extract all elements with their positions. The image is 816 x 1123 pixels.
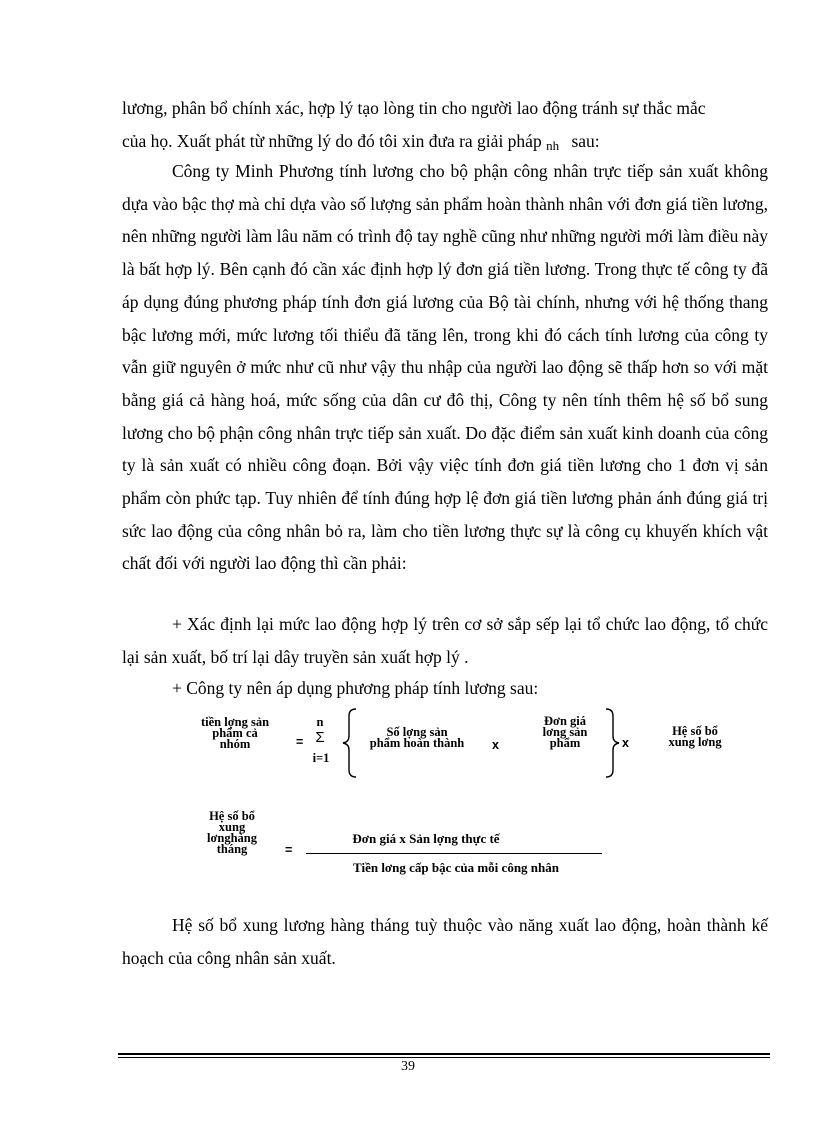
- bullet-item-apply-method: + Công ty nên áp dụng phương pháp tính lương sau:: [172, 678, 539, 698]
- paragraph-continuation-line1: lương, phân bổ chính xác, hợp lý tạo lòng tin cho người lao động tránh sự thắc mắc: [122, 98, 706, 118]
- footer-rule-thick: [118, 1053, 770, 1055]
- footer-rule-thin: [118, 1057, 770, 1058]
- formula1-times-2: x: [622, 736, 629, 750]
- inline-subscript-text: nh: [546, 138, 560, 153]
- formula1-term-quantity: Số lợng sản phẩm hoàn thành: [369, 725, 465, 750]
- formula1-times-1: x: [492, 738, 499, 752]
- formula2-lhs: Hệ số bổ xung lơnghàng tháng: [207, 809, 257, 856]
- formula2-equals: =: [285, 843, 293, 857]
- formula1-right-brace: [602, 707, 622, 779]
- page-number: 39: [401, 1059, 415, 1074]
- formula2-fraction-bar: [306, 853, 602, 854]
- formula1-sum-lower: i=1: [312, 751, 330, 765]
- formula1-lhs: tiền lợng sản phẩm cả nhóm: [200, 715, 270, 751]
- paragraph-continuation-tail: sau:: [571, 131, 600, 151]
- formula2-numerator: Đơn giá x Sản lợng thực tế: [352, 831, 500, 846]
- paragraph-continuation-text: của họ. Xuất phát từ những lý do đó tôi xin đưa ra giải pháp: [122, 131, 542, 151]
- paragraph-main: Công ty Minh Phương tính lương cho bộ phận công nhân trực tiếp sản xuất không dựa vào bậc thợ mà chỉ dựa vào số lượng sản phẩm hoàn thành nhân với đơn giá tiền lương, nên những người làm lâu năm có trình độ tay nghề cũng như những người mới làm điều này là bất hợp lý. Bên cạnh đó cần xác định hợp lý đơn giá tiền lương. Trong thực tế công ty đã áp dụng đúng phương pháp tính đơn giá lương của Bộ tài chính, nhưng với hệ thống thang bậc lương mới, mức lương tối thiểu đã tăng lên, trong khi đó cách tính lương của công ty vẫn giữ nguyên ở mức như cũ như vậy thu nhập của người lao động sẽ thấp hơn so với mặt bằng giá cả hàng hoá, mức sống của dân cư đô thị, Công ty nên tính thêm hệ số bổ sung lương cho bộ phận công nhân trực tiếp sản xuất. Do đặc điểm sản xuất kinh doanh của công ty là sản xuất có nhiều công đoạn. Bởi vậy việc tính đơn giá tiền lương cho 1 đơn vị sản phẩm còn phức tạp. Tuy nhiên để tính đúng hợp lệ đơn giá tiền lương phản ánh đúng giá trị sức lao động của công nhân bỏ ra, làm cho tiền lương thực sự là công cụ khuyến khích vật chất đối với người lao động thì cần phải:: [122, 161, 768, 574]
- formula2-denominator: Tiền lơng cấp bậc của mỗi công nhân: [353, 860, 559, 875]
- bullet-item-reorganize: + Xác định lại mức lao động hợp lý trên cơ sở sắp sếp lại tổ chức lao động, tổ chức lại sản xuất, bố trí lại dây truyền sản xuất hợp lý .: [122, 614, 768, 667]
- formula1-equals: =: [296, 735, 304, 749]
- formula1-term-unit-price: Đơn giá lơng sản phẩm: [542, 714, 588, 750]
- formula1-sum-upper: n: [316, 715, 324, 729]
- paragraph-conclusion: Hệ số bổ xung lương hàng tháng tuỳ thuộc vào năng xuất lao động, hoàn thành kế hoạch của công nhân sản xuất.: [122, 915, 768, 968]
- formula1-term-coefficient: Hệ số bổ xung lơng: [668, 724, 722, 749]
- formula1-sigma-symbol: Σ: [315, 729, 325, 746]
